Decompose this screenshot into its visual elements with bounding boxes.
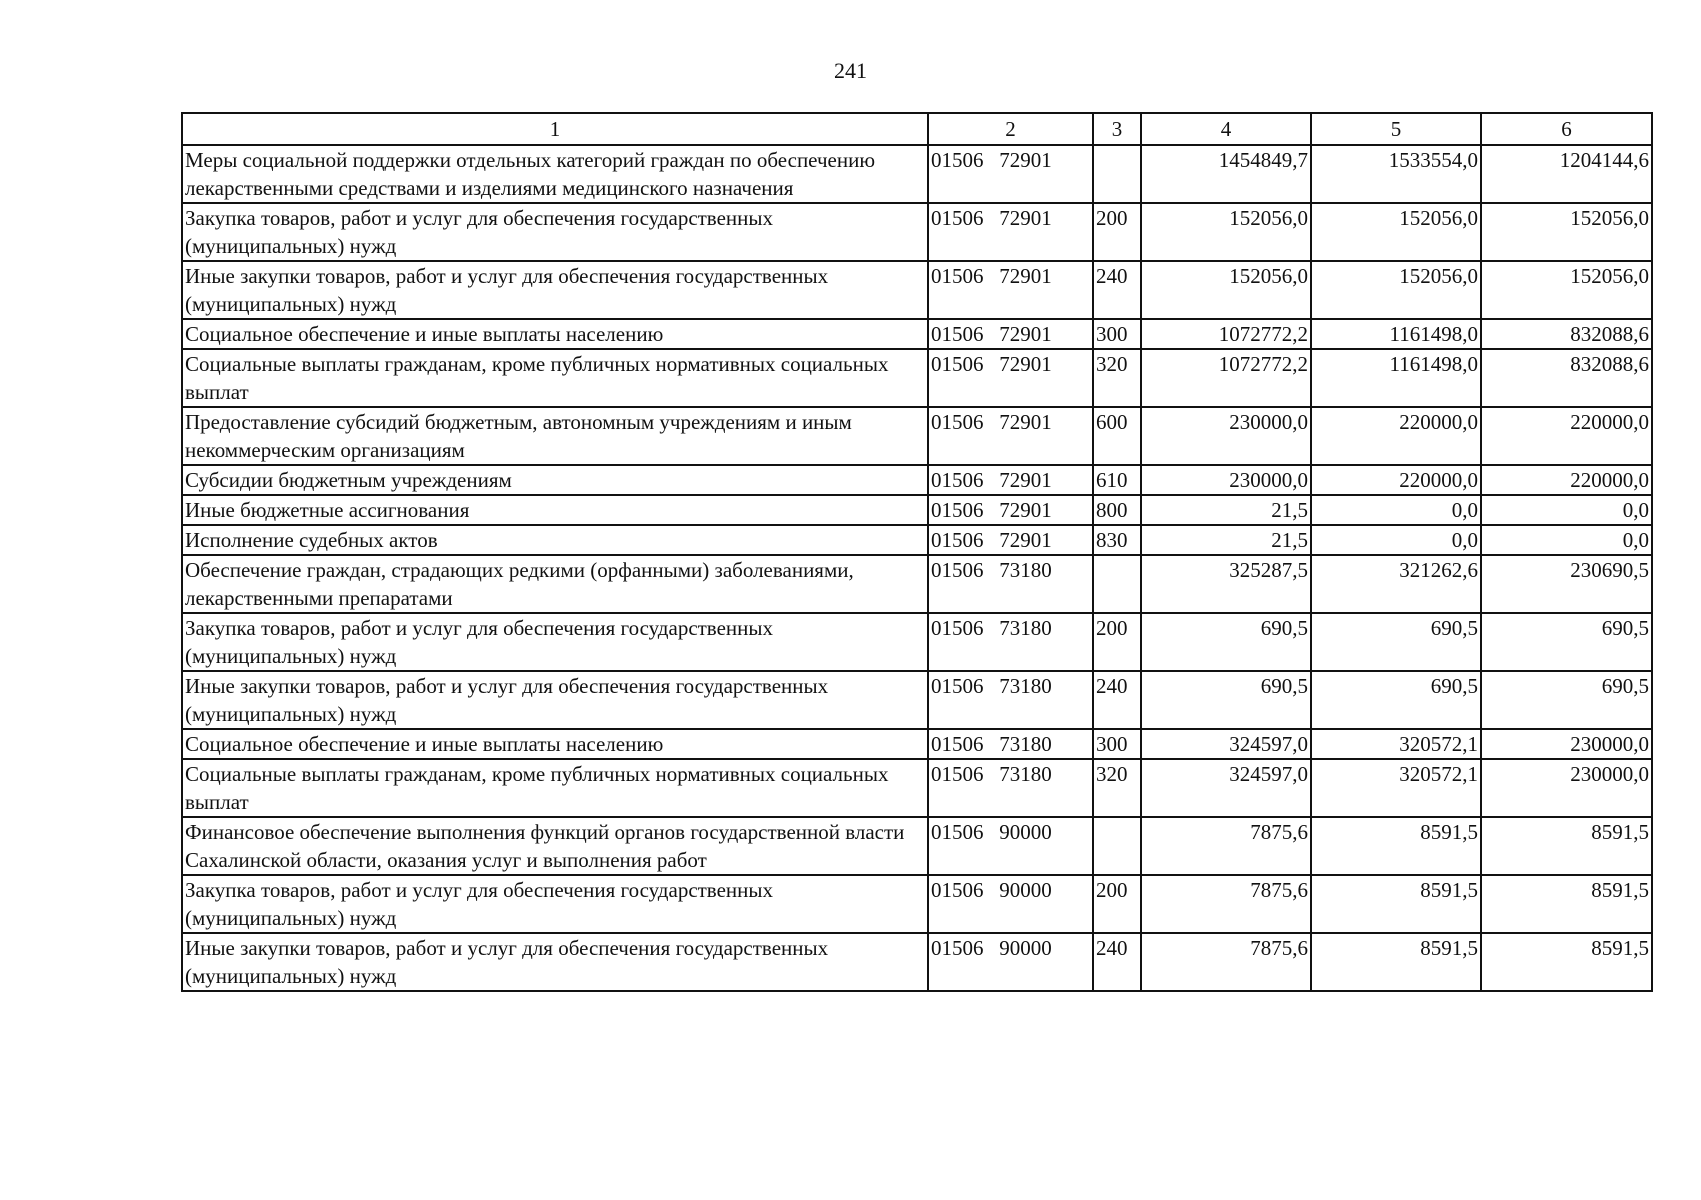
row-value-col6-cell: 8591,5 bbox=[1481, 933, 1652, 991]
row-name-cell: Закупка товаров, работ и услуг для обеспечения государственных (муниципальных) нужд bbox=[182, 875, 928, 933]
row-value-col5-cell: 152056,0 bbox=[1311, 203, 1481, 261]
row-value-col4-cell: 324597,0 bbox=[1141, 729, 1311, 759]
row-value-col4-cell: 1072772,2 bbox=[1141, 349, 1311, 407]
row-code-cell: 01506 73180 bbox=[928, 671, 1093, 729]
row-value-col6-cell: 8591,5 bbox=[1481, 817, 1652, 875]
row-expense-type-cell: 240 bbox=[1093, 261, 1141, 319]
table-row bbox=[182, 319, 1652, 349]
row-value-col4-cell: 152056,0 bbox=[1141, 261, 1311, 319]
column-header-2: 2 bbox=[928, 113, 1093, 145]
column-header-3: 3 bbox=[1093, 113, 1141, 145]
table-body bbox=[182, 145, 1652, 991]
row-name-cell: Меры социальной поддержки отдельных категорий граждан по обеспечению лекарственными средствами и изделиями медицинского назначения bbox=[182, 145, 928, 203]
row-expense-type-cell: 830 bbox=[1093, 525, 1141, 555]
table-row bbox=[182, 933, 1652, 991]
column-header-1: 1 bbox=[182, 113, 928, 145]
row-value-col5-cell: 1161498,0 bbox=[1311, 319, 1481, 349]
table-row bbox=[182, 817, 1652, 875]
row-value-col4-cell: 690,5 bbox=[1141, 613, 1311, 671]
row-value-col5-cell: 8591,5 bbox=[1311, 933, 1481, 991]
row-code-cell: 01506 72901 bbox=[928, 407, 1093, 465]
row-value-col6-cell: 230690,5 bbox=[1481, 555, 1652, 613]
row-value-col6-cell: 832088,6 bbox=[1481, 319, 1652, 349]
row-name-cell: Закупка товаров, работ и услуг для обеспечения государственных (муниципальных) нужд bbox=[182, 613, 928, 671]
row-expense-type-cell: 320 bbox=[1093, 349, 1141, 407]
row-value-col6-cell: 8591,5 bbox=[1481, 875, 1652, 933]
row-expense-type-cell bbox=[1093, 145, 1141, 203]
row-value-col4-cell: 325287,5 bbox=[1141, 555, 1311, 613]
row-code-cell: 01506 72901 bbox=[928, 525, 1093, 555]
row-name-cell: Социальное обеспечение и иные выплаты населению bbox=[182, 729, 928, 759]
row-value-col5-cell: 0,0 bbox=[1311, 495, 1481, 525]
row-name-cell: Исполнение судебных актов bbox=[182, 525, 928, 555]
table-row bbox=[182, 261, 1652, 319]
row-value-col6-cell: 690,5 bbox=[1481, 613, 1652, 671]
row-value-col5-cell: 220000,0 bbox=[1311, 465, 1481, 495]
row-code-cell: 01506 72901 bbox=[928, 495, 1093, 525]
table-row bbox=[182, 495, 1652, 525]
row-value-col5-cell: 0,0 bbox=[1311, 525, 1481, 555]
row-value-col5-cell: 690,5 bbox=[1311, 671, 1481, 729]
row-expense-type-cell: 240 bbox=[1093, 933, 1141, 991]
row-value-col6-cell: 220000,0 bbox=[1481, 465, 1652, 495]
row-value-col6-cell: 832088,6 bbox=[1481, 349, 1652, 407]
row-value-col6-cell: 690,5 bbox=[1481, 671, 1652, 729]
row-value-col4-cell: 230000,0 bbox=[1141, 407, 1311, 465]
row-value-col4-cell: 21,5 bbox=[1141, 495, 1311, 525]
row-value-col6-cell: 1204144,6 bbox=[1481, 145, 1652, 203]
column-header-4: 4 bbox=[1141, 113, 1311, 145]
table-row bbox=[182, 613, 1652, 671]
table-row bbox=[182, 145, 1652, 203]
row-expense-type-cell bbox=[1093, 555, 1141, 613]
table-row bbox=[182, 875, 1652, 933]
row-value-col5-cell: 320572,1 bbox=[1311, 759, 1481, 817]
row-value-col4-cell: 230000,0 bbox=[1141, 465, 1311, 495]
row-value-col5-cell: 321262,6 bbox=[1311, 555, 1481, 613]
row-value-col5-cell: 690,5 bbox=[1311, 613, 1481, 671]
row-value-col5-cell: 1533554,0 bbox=[1311, 145, 1481, 203]
row-name-cell: Социальные выплаты гражданам, кроме публичных нормативных социальных выплат bbox=[182, 349, 928, 407]
row-name-cell: Закупка товаров, работ и услуг для обеспечения государственных (муниципальных) нужд bbox=[182, 203, 928, 261]
row-name-cell: Иные закупки товаров, работ и услуг для обеспечения государственных (муниципальных) нужд bbox=[182, 933, 928, 991]
column-number-row bbox=[182, 113, 1652, 145]
row-value-col6-cell: 230000,0 bbox=[1481, 759, 1652, 817]
row-value-col5-cell: 152056,0 bbox=[1311, 261, 1481, 319]
row-name-cell: Финансовое обеспечение выполнения функций органов государственной власти Сахалинской области, оказания услуг и выполнения работ bbox=[182, 817, 928, 875]
row-expense-type-cell: 320 bbox=[1093, 759, 1141, 817]
table-row bbox=[182, 203, 1652, 261]
row-value-col6-cell: 152056,0 bbox=[1481, 261, 1652, 319]
row-expense-type-cell: 200 bbox=[1093, 875, 1141, 933]
row-value-col4-cell: 7875,6 bbox=[1141, 817, 1311, 875]
row-expense-type-cell: 240 bbox=[1093, 671, 1141, 729]
table-row bbox=[182, 525, 1652, 555]
row-code-cell: 01506 73180 bbox=[928, 613, 1093, 671]
row-expense-type-cell: 300 bbox=[1093, 319, 1141, 349]
row-code-cell: 01506 72901 bbox=[928, 349, 1093, 407]
row-value-col5-cell: 8591,5 bbox=[1311, 875, 1481, 933]
row-value-col4-cell: 1454849,7 bbox=[1141, 145, 1311, 203]
row-value-col6-cell: 152056,0 bbox=[1481, 203, 1652, 261]
table-row bbox=[182, 465, 1652, 495]
row-expense-type-cell bbox=[1093, 817, 1141, 875]
row-value-col4-cell: 21,5 bbox=[1141, 525, 1311, 555]
row-value-col6-cell: 0,0 bbox=[1481, 495, 1652, 525]
row-name-cell: Субсидии бюджетным учреждениям bbox=[182, 465, 928, 495]
row-value-col4-cell: 152056,0 bbox=[1141, 203, 1311, 261]
row-name-cell: Иные закупки товаров, работ и услуг для обеспечения государственных (муниципальных) нужд bbox=[182, 671, 928, 729]
table-row bbox=[182, 671, 1652, 729]
row-code-cell: 01506 73180 bbox=[928, 729, 1093, 759]
table-row bbox=[182, 729, 1652, 759]
row-expense-type-cell: 800 bbox=[1093, 495, 1141, 525]
row-value-col4-cell: 7875,6 bbox=[1141, 933, 1311, 991]
budget-table bbox=[181, 112, 1653, 992]
row-name-cell: Предоставление субсидий бюджетным, автономным учреждениям и иным некоммерческим организациям bbox=[182, 407, 928, 465]
row-code-cell: 01506 72901 bbox=[928, 465, 1093, 495]
row-code-cell: 01506 73180 bbox=[928, 555, 1093, 613]
table-row bbox=[182, 349, 1652, 407]
row-name-cell: Иные бюджетные ассигнования bbox=[182, 495, 928, 525]
row-value-col5-cell: 1161498,0 bbox=[1311, 349, 1481, 407]
row-value-col4-cell: 690,5 bbox=[1141, 671, 1311, 729]
page-number: 241 bbox=[834, 58, 867, 83]
row-value-col4-cell: 7875,6 bbox=[1141, 875, 1311, 933]
row-value-col5-cell: 220000,0 bbox=[1311, 407, 1481, 465]
table-row bbox=[182, 555, 1652, 613]
row-expense-type-cell: 610 bbox=[1093, 465, 1141, 495]
row-expense-type-cell: 200 bbox=[1093, 613, 1141, 671]
row-value-col6-cell: 220000,0 bbox=[1481, 407, 1652, 465]
row-value-col5-cell: 8591,5 bbox=[1311, 817, 1481, 875]
row-expense-type-cell: 600 bbox=[1093, 407, 1141, 465]
row-code-cell: 01506 90000 bbox=[928, 817, 1093, 875]
row-code-cell: 01506 90000 bbox=[928, 933, 1093, 991]
row-value-col6-cell: 230000,0 bbox=[1481, 729, 1652, 759]
row-value-col5-cell: 320572,1 bbox=[1311, 729, 1481, 759]
column-header-5: 5 bbox=[1311, 113, 1481, 145]
row-value-col4-cell: 324597,0 bbox=[1141, 759, 1311, 817]
row-expense-type-cell: 200 bbox=[1093, 203, 1141, 261]
row-code-cell: 01506 73180 bbox=[928, 759, 1093, 817]
row-value-col4-cell: 1072772,2 bbox=[1141, 319, 1311, 349]
row-code-cell: 01506 90000 bbox=[928, 875, 1093, 933]
table-row bbox=[182, 759, 1652, 817]
column-header-6: 6 bbox=[1481, 113, 1652, 145]
row-name-cell: Обеспечение граждан, страдающих редкими (орфанными) заболеваниями, лекарственными препаратами bbox=[182, 555, 928, 613]
row-code-cell: 01506 72901 bbox=[928, 319, 1093, 349]
row-code-cell: 01506 72901 bbox=[928, 145, 1093, 203]
row-code-cell: 01506 72901 bbox=[928, 203, 1093, 261]
row-name-cell: Социальное обеспечение и иные выплаты населению bbox=[182, 319, 928, 349]
table-row bbox=[182, 407, 1652, 465]
row-name-cell: Социальные выплаты гражданам, кроме публичных нормативных социальных выплат bbox=[182, 759, 928, 817]
row-name-cell: Иные закупки товаров, работ и услуг для обеспечения государственных (муниципальных) нужд bbox=[182, 261, 928, 319]
row-expense-type-cell: 300 bbox=[1093, 729, 1141, 759]
row-code-cell: 01506 72901 bbox=[928, 261, 1093, 319]
row-value-col6-cell: 0,0 bbox=[1481, 525, 1652, 555]
